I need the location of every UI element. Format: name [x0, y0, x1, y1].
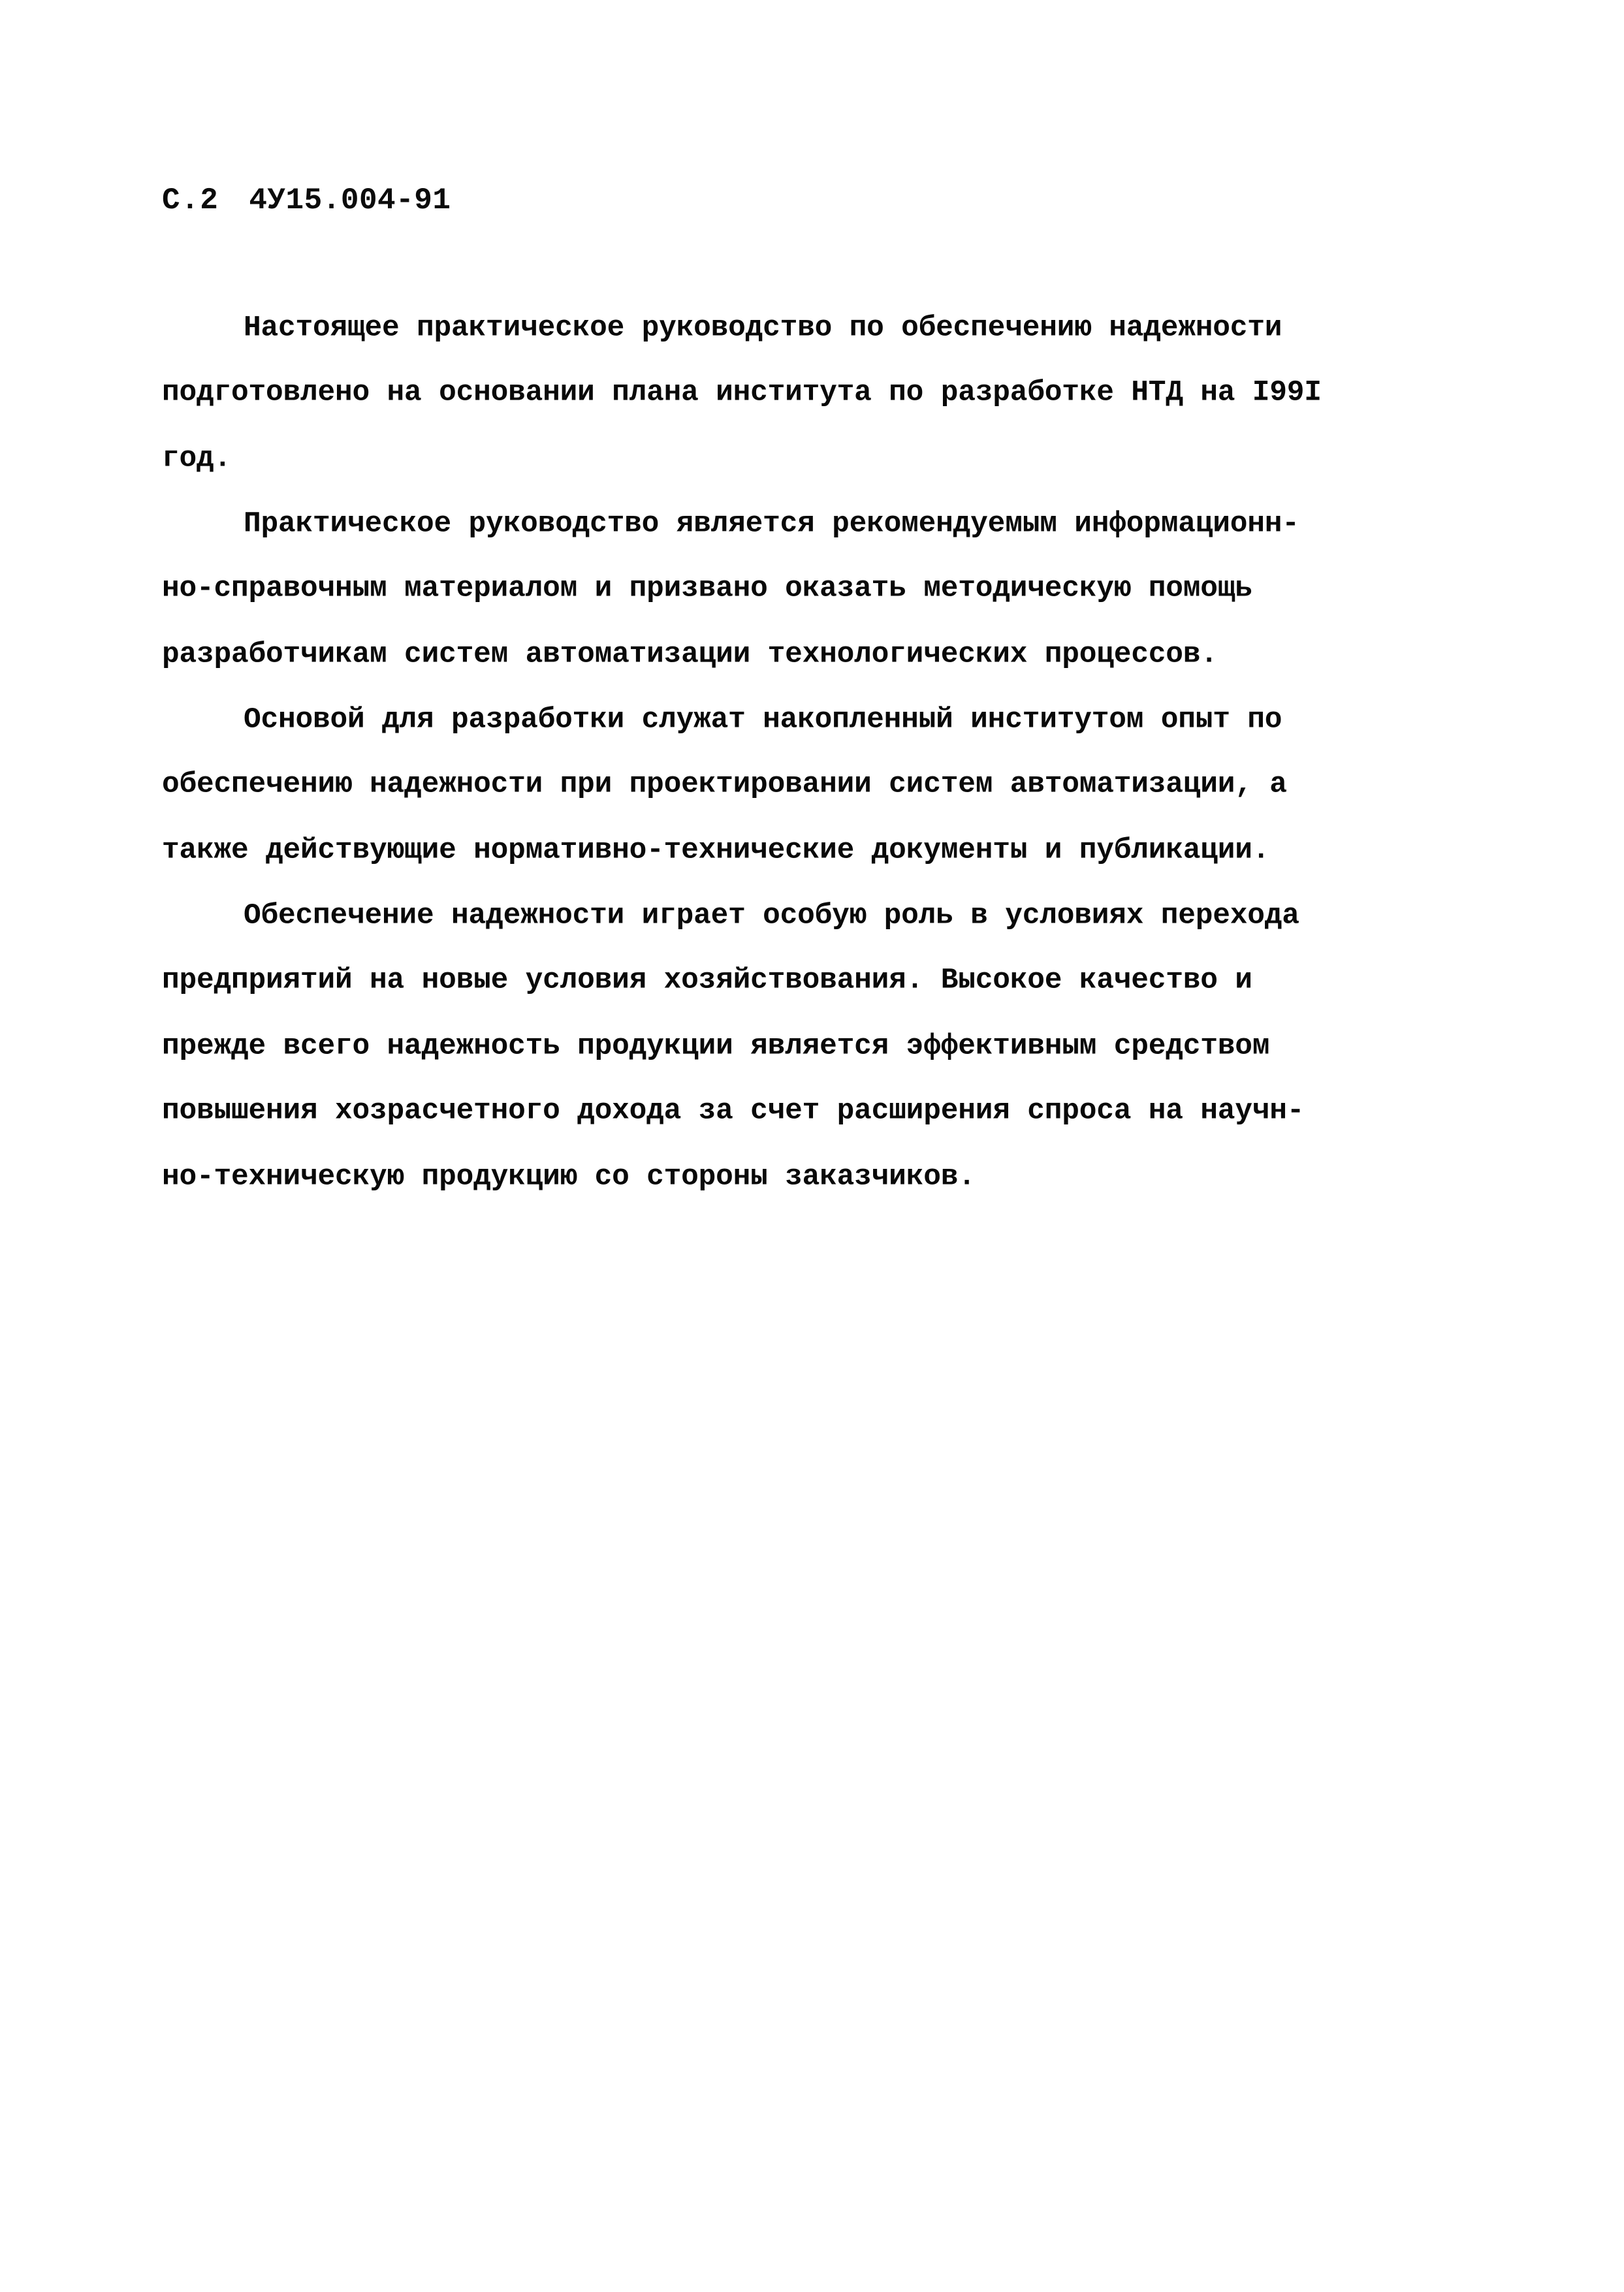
text-line: обеспечению надежности при проектировании систем автоматизации, а: [162, 768, 1287, 801]
text-line: Основой для разработки служат накопленный институтом опыт по: [244, 703, 1282, 737]
document-body: [162, 295, 1507, 1209]
text-line: подготовлено на основании плана института по разработке НТД на I99I: [162, 376, 1322, 409]
text-line: прежде всего надежность продукции является эффективным средством: [162, 1030, 1270, 1063]
paragraph-3: [162, 687, 1507, 883]
paragraph-2: [162, 491, 1507, 687]
text-line: предприятий на новые условия хозяйствования. Высокое качество и: [162, 964, 1252, 997]
paragraph-4: [162, 883, 1507, 1209]
text-line: также действующие нормативно-технические документы и публикации.: [162, 834, 1270, 867]
text-line: разработчикам систем автоматизации технологических процессов.: [162, 638, 1218, 671]
text-line: Обеспечение надежности играет особую роль в условиях перехода: [244, 899, 1299, 932]
text-line: повышения хозрасчетного дохода за счет расширения спроса на научн-: [162, 1094, 1305, 1128]
document-code-label: 4У15.004-91: [249, 183, 451, 217]
page-number-label: С.2: [162, 183, 219, 217]
page-running-header: [162, 183, 451, 217]
paragraph-1: [162, 295, 1507, 491]
text-line: год.: [162, 442, 232, 475]
text-line: но-справочным материалом и призвано оказать методическую помощь: [162, 572, 1252, 605]
text-line: но-техническую продукцию со стороны заказчиков.: [162, 1160, 976, 1194]
text-line: Настоящее практическое руководство по обеспечению надежности: [244, 311, 1282, 345]
text-line: Практическое руководство является рекомендуемым информационн-: [244, 507, 1299, 541]
